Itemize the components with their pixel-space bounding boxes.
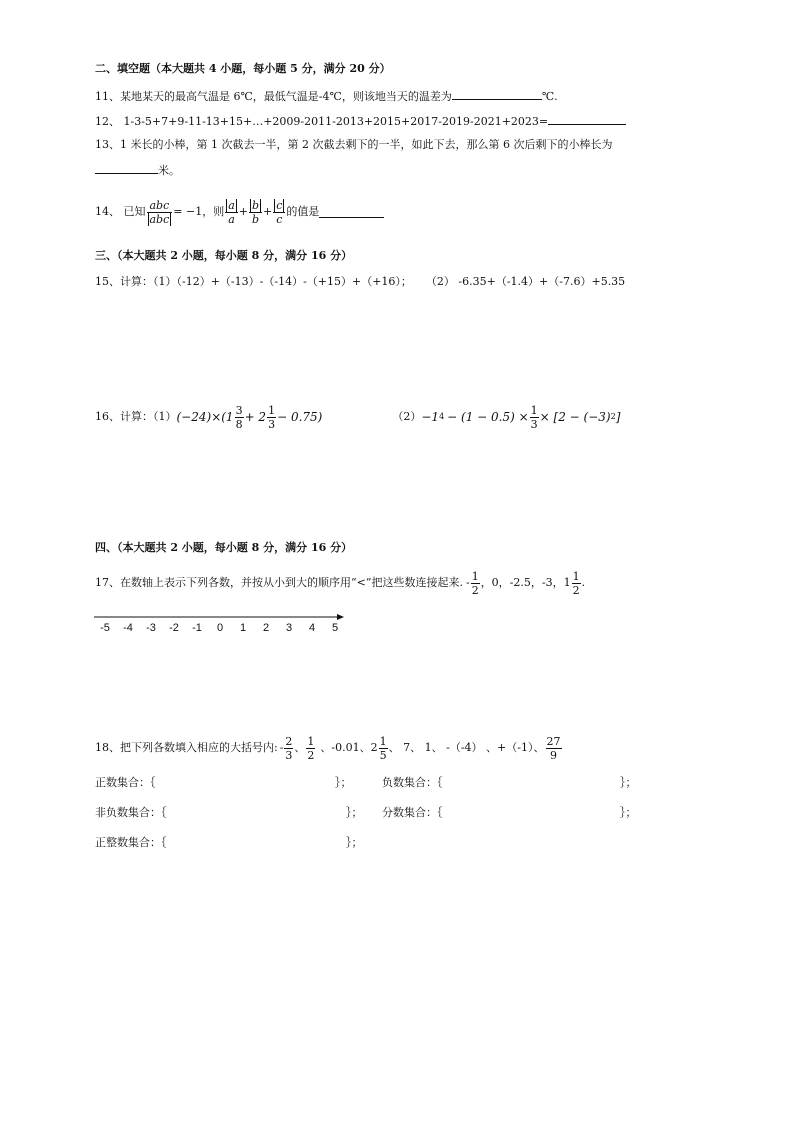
q17-fraction-1-1-2: $\frac{1}{2}$ bbox=[572, 569, 580, 597]
q16-label: 16、计算：（1） bbox=[95, 410, 177, 423]
section-2-heading: 二、填空题（本大题共 4 小题，每小题 5 分，满分 20 分） bbox=[95, 62, 391, 75]
q11-unit: ℃. bbox=[541, 90, 558, 103]
axis-tick-label: 3 bbox=[285, 622, 293, 634]
set-nonneg-label: 非负数集合：｛ bbox=[95, 806, 167, 819]
axis-tick-label: -3 bbox=[146, 622, 156, 634]
q14-prefix: 14、 已知 bbox=[95, 205, 146, 218]
q12-text: 12、 1-3-5+7+9-11-13+15+…+2009-2011-2013+2015+2017-2019-2021+2023= bbox=[95, 115, 549, 128]
axis-tick-label: -2 bbox=[169, 622, 179, 634]
q14-fraction-c: $\frac{c}{c}$ bbox=[273, 199, 285, 226]
q12-answer-blank[interactable] bbox=[548, 113, 626, 125]
axis-tick-label: 4 bbox=[308, 622, 316, 634]
q16-fraction-1-3: $\frac{1}{3}$ bbox=[268, 403, 276, 431]
question-13-line1: 13、1 米长的小棒，第 1 次截去一半，第 2 次截去剩下的一半，如此下去，那么第 6 次后剩下的小棒长为 bbox=[95, 138, 613, 151]
question-13-line2 bbox=[95, 162, 180, 178]
q17-text: 17、在数轴上表示下列各数，并按从小到大的顺序用“<”把这些数连接起来. bbox=[95, 576, 463, 589]
section-3-heading: 三、（本大题共 2 小题，每小题 8 分，满分 16 分） bbox=[95, 249, 353, 262]
q18-fraction-2-1-5: $\frac{1}{5}$ bbox=[379, 734, 387, 762]
question-11 bbox=[95, 88, 558, 104]
set-positive-close: ｝； bbox=[335, 776, 352, 789]
q18-text: 18、把下列各数填入相应的大括号内: bbox=[95, 741, 278, 754]
question-16: 16、计算：（1） (−24)×(1 $\frac{3}{8}$ + 2 $\frac{1}{3}$ − 0.75) （2） −1 4 − (1 − 0.5) × $\frac{1}{3}$ × [2 − (−3) 2 ] bbox=[95, 403, 621, 431]
question-15: 15、计算：（1）（-12）+（-13）-（-14）-（+15）+（+16）； （2） -6.35+（-1.4）+（-7.6）+5.35 bbox=[95, 275, 626, 288]
q14-fraction-abc: $\frac{\text{abc}}{\text{abc}}$ bbox=[147, 199, 173, 226]
question-14: 14、 已知 $\frac{\text{abc}}{\text{abc}}$ = −1，则 $\frac{a}{a}$ + $\frac{b}{b}$ + $\frac{c}{c}$ 的值是 bbox=[95, 192, 384, 232]
q18-fraction-27-9: $\frac{27}{9}$ bbox=[546, 734, 561, 762]
section-4-heading: 四、（本大题共 2 小题，每小题 8 分，满分 16 分） bbox=[95, 541, 353, 554]
q18-fraction-1-2: $\frac{1}{2}$ bbox=[307, 734, 315, 762]
q14-fraction-a: $\frac{a}{a}$ bbox=[225, 199, 238, 226]
axis-tick-label: -4 bbox=[123, 622, 133, 634]
set-posint-close: ｝； bbox=[346, 836, 363, 849]
q17-fraction-1-2: $\frac{1}{2}$ bbox=[471, 569, 479, 597]
set-fraction-close: ｝； bbox=[620, 806, 637, 819]
set-nonneg-close: ｝； bbox=[346, 806, 363, 819]
axis-tick-label: 5 bbox=[331, 622, 339, 634]
q13-unit: 米。 bbox=[158, 164, 180, 177]
q14-eq: = −1，则 bbox=[173, 205, 225, 218]
axis-tick-label: -5 bbox=[100, 622, 110, 634]
set-positive-label: 正数集合：｛ bbox=[95, 776, 156, 789]
q16-fraction-3-8: $\frac{3}{8}$ bbox=[235, 403, 243, 431]
question-12 bbox=[95, 113, 626, 129]
number-line[interactable] bbox=[92, 612, 352, 638]
question-17: 17、在数轴上表示下列各数，并按从小到大的顺序用“<”把这些数连接起来. - $\frac{1}{2}$ ，0，-2.5，-3，1 $\frac{1}{2}$ . bbox=[95, 569, 586, 597]
axis-tick-label: 2 bbox=[262, 622, 270, 634]
axis-tick-label: 0 bbox=[216, 622, 224, 634]
axis-tick-label: -1 bbox=[192, 622, 202, 634]
q11-answer-blank[interactable] bbox=[452, 88, 542, 100]
q16-fraction-1-3-b: $\frac{1}{3}$ bbox=[530, 403, 538, 431]
set-negative-label: 负数集合：｛ bbox=[382, 776, 443, 789]
q18-fraction-2-3: $\frac{2}{3}$ bbox=[285, 734, 293, 762]
q11-text: 11、某地某天的最高气温是 6℃，最低气温是-4℃，则该地当天的温差为 bbox=[95, 90, 452, 103]
q13-answer-blank[interactable] bbox=[95, 162, 158, 174]
set-negative-close: ｝； bbox=[620, 776, 637, 789]
q14-suffix: 的值是 bbox=[286, 205, 320, 218]
set-fraction-label: 分数集合：｛ bbox=[382, 806, 443, 819]
question-18: 18、把下列各数填入相应的大括号内: - $\frac{2}{3}$ 、 $\frac{1}{2}$ 、-0.01、2 $\frac{1}{5}$ 、 7、 1、 -（-4） 、+（-1）、 $\frac{27}{9}$ bbox=[95, 734, 561, 762]
q14-answer-blank[interactable] bbox=[319, 206, 384, 218]
axis-tick-label: 1 bbox=[239, 622, 247, 634]
set-posint-label: 正整数集合：｛ bbox=[95, 836, 167, 849]
q14-fraction-b: $\frac{b}{b}$ bbox=[249, 199, 262, 226]
axis-arrow-icon bbox=[337, 614, 344, 620]
q16-label-2: （2） bbox=[392, 410, 422, 423]
